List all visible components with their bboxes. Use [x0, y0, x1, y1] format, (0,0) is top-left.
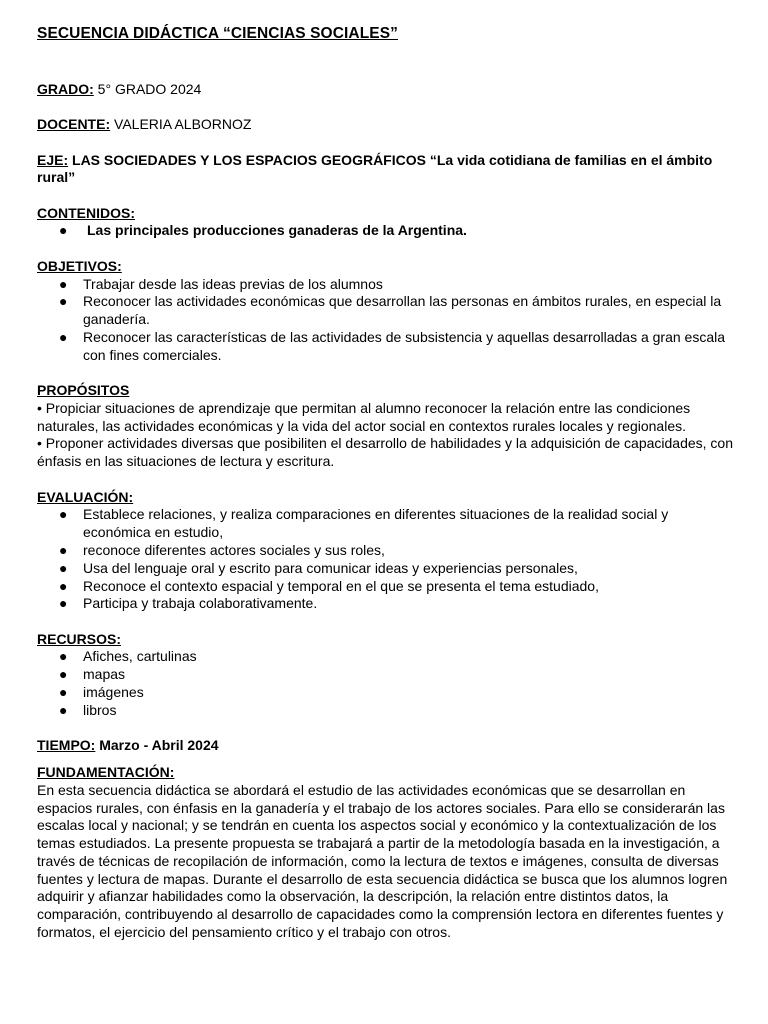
evaluacion-list: [37, 506, 737, 613]
grado-label: GRADO:: [37, 81, 94, 97]
list-item: ● reconoce diferentes actores sociales y sus roles,: [59, 541, 385, 558]
list-item: ● Usa del lenguaje oral y escrito para comunicar ideas y experiencias personales,: [59, 559, 578, 576]
document-title: SECUENCIA DIDÁCTICA “CIENCIAS SOCIALES”: [37, 25, 398, 42]
recursos-label: RECURSOS:: [37, 630, 122, 647]
objetivos-list: [37, 276, 737, 365]
fundamentacion-heading: [37, 764, 737, 782]
bullet-icon: ●: [59, 577, 68, 594]
list-item: ● mapas: [59, 666, 126, 683]
docente-field: [37, 116, 737, 134]
eje-label: EJE:: [37, 151, 69, 168]
bullet-icon: ●: [59, 666, 68, 683]
objetivos-label: OBJETIVOS:: [37, 257, 122, 274]
list-item: ● Trabajar desde las ideas previas de los alumnos: [59, 275, 383, 292]
evaluacion-heading: [37, 489, 737, 507]
propositos-heading: [37, 382, 737, 400]
contenidos-label: CONTENIDOS:: [37, 204, 135, 221]
bullet-icon: ●: [59, 541, 68, 558]
list-item: ● Participa y trabaja colaborativamente.: [59, 595, 318, 612]
fundamentacion-label: FUNDAMENTACIÓN:: [37, 763, 175, 780]
bullet-icon: ●: [59, 684, 68, 701]
tiempo-label: TIEMPO:: [37, 737, 96, 754]
eje-field: [37, 152, 737, 188]
bullet-icon: ●: [59, 506, 68, 523]
grado-value: 5° GRADO 2024: [93, 81, 202, 97]
docente-label: DOCENTE:: [37, 116, 111, 133]
recursos-heading: [37, 631, 737, 649]
bullet-icon: ●: [59, 222, 68, 239]
docente-value: VALERIA ALBORNOZ: [110, 116, 252, 133]
list-item: ● Establece relaciones, y realiza comparaciones en diferentes situaciones de la realidad social y económica en estudio,: [59, 506, 669, 541]
list-item: ● Reconocer las actividades económicas que desarrollan las personas en ámbitos rurales, en especial la ganadería.: [59, 293, 722, 328]
list-item: ● Las principales producciones ganaderas de la Argentina.: [59, 222, 467, 239]
tiempo-value: Marzo - Abril 2024: [95, 737, 219, 754]
document-body: [37, 81, 737, 942]
recursos-list: [37, 648, 737, 719]
list-item: ● libros: [59, 701, 117, 718]
grado-field: [37, 81, 737, 99]
bullet-icon: ●: [59, 293, 68, 310]
bullet-icon: ●: [59, 559, 68, 576]
bullet-icon: ●: [59, 275, 68, 292]
bullet-icon: ●: [59, 595, 68, 612]
bullet-icon: ●: [59, 701, 68, 718]
proposito-item: • Propiciar situaciones de aprendizaje que permitan al alumno reconocer la relación entre las condiciones naturales, las actividades económicas y la vida del actor social en contextos rurales locales y regionales.: [37, 399, 691, 434]
list-item: ● Reconoce el contexto espacial y temporal en el que se presenta el tema estudiado,: [59, 577, 599, 594]
list-item: ● Afiches, cartulinas: [59, 648, 197, 665]
list-item: ● Reconocer las características de las actividades de subsistencia y aquellas desarrolladas a gran escala con fines comerciales.: [59, 328, 726, 363]
bullet-icon: ●: [59, 648, 68, 665]
eje-value: LAS SOCIEDADES Y LOS ESPACIOS GEOGRÁFICOS “La vida cotidiana de familias en el ámbito rural”: [37, 151, 713, 186]
contenidos-heading: [37, 205, 737, 223]
propositos-label: PROPÓSITOS: [37, 382, 130, 399]
evaluacion-label: EVALUACIÓN:: [37, 488, 134, 505]
list-item: ● imágenes: [59, 684, 144, 701]
contenidos-list: [37, 222, 737, 240]
bullet-icon: ●: [59, 328, 68, 345]
proposito-item: • Proponer actividades diversas que posibiliten el desarrollo de habilidades y la adquisición de capacidades, con énfasis en las situaciones de lectura y escritura.: [37, 435, 734, 470]
tiempo-field: [37, 737, 737, 755]
objetivos-heading: [37, 258, 737, 276]
fundamentacion-text: En esta secuencia didáctica se abordará el estudio de las actividades económicas que se desarrollan en espacios rurales, con énfasis en la ganadería y el trabajo de los actores sociales. Para ello se considerarán las escalas local y nacional; y se tendrán en cuenta los aspectos social y económico y la contextualización de los temas estudiados. La presente propuesta se trabajará a partir de la metodología basada en la investigación, a través de técnicas de recopilación de información, como la lectura de textos e imágenes, consulta de diversas fuentes y lectura de mapas. Durante el desarrollo de esta secuencia didáctica se busca que los alumnos logren adquirir y afianzar habilidades como la observación, la descripción, la relación entre distintos datos, la comparación, contribuyendo al desarrollo de capacidades como la comprensión lectora en diferentes fuentes y formatos, el ejercicio del pensamiento crítico y el trabajo con otros.: [37, 781, 728, 941]
